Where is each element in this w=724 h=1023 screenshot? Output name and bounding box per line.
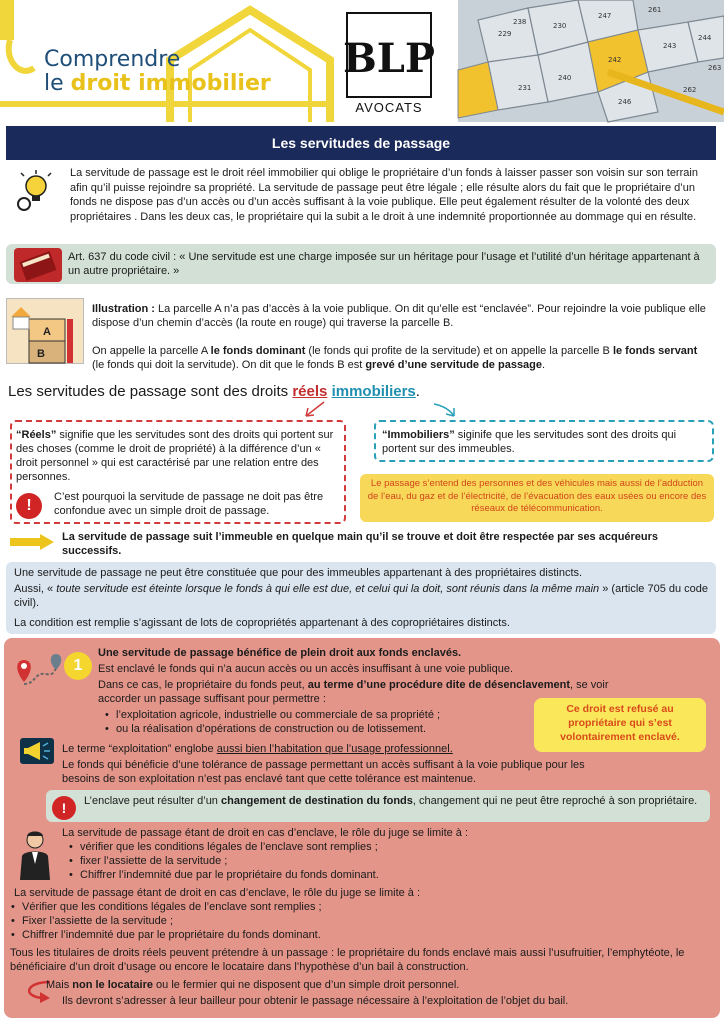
header xyxy=(0,0,724,122)
route-pin-icon xyxy=(12,652,68,692)
list-item: • Vérifier que les conditions légales de l’enclave sont remplies ; xyxy=(8,900,608,914)
map-parcel-label: 229 xyxy=(498,30,512,38)
article-text: Art. 637 du code civil : « Une servitude est une charge imposée sur un héritage pour l’usage et l’utilité d’un héritage appartenant à un autre propriétaire. » xyxy=(68,251,700,277)
logo-monogram xyxy=(342,12,436,98)
exploitation-note: Le terme “exploitation” englobe aussi bien l’habitation que l’usage professionnel. xyxy=(62,743,453,755)
intro-paragraph: La servitude de passage est le droit réel immobilier qui oblige le propriétaire d’un fonds à laisser passer son voisin sur son terrain afin qu’il puisse rejoindre sa propriété. La servitude de passage peut être légale ; elle résulte alors du fait que le propriétaire d’un fonds ne dispose pas d’un accès ou d’un accès suffisant à la voie publique. Elle peut également résulter de la volonté des deux propriétaires . Dans les deux cas, le propriétaire qui la subit a le droit à une indemnité proportionnée au dommage qui en résulte. xyxy=(70,167,698,223)
blp-logo-icon xyxy=(342,14,436,96)
map-parcel-label: 231 xyxy=(518,84,532,92)
distinct-owners-p1: Une servitude de passage ne peut être constituée que pour des immeubles appartenant à des propriétaires distincts. xyxy=(14,567,583,579)
map-parcel-label: 244 xyxy=(698,34,712,42)
tolerance-paragraph: Le fonds qui bénéficie d’une tolérance de passage permettant un accès suffisant à la voie publique pour les besoins de son exploitation n’est pas enclavé tant que cette tolérance est maintenue. xyxy=(62,759,585,785)
title-highlight: droit immobilier xyxy=(70,71,271,96)
self-enclave-note: Ce droit est refusé au propriétaire qui s’est volontairement enclavé. xyxy=(534,698,706,752)
list-item: • ou la réalisation d’opérations de construction ou de lotissement. xyxy=(102,722,522,736)
illustration-text-2: On appelle la parcelle A le fonds dominant (le fonds qui profite de la servitude) et on appelle la parcelle B le fonds servant (le fonds qui doit la servitude). On dit que le fonds B est grevé d’une servitude de passage. xyxy=(92,345,698,371)
map-parcel-label: 261 xyxy=(648,6,662,14)
destination-change-text: L’enclave peut résulter d’un changement de destination du fonds, changement qui ne peut être reproché à son propriétaire. xyxy=(84,795,698,807)
disenclave-procedure: Dans ce cas, le propriétaire du fonds peut, au terme d’une procédure dite de désenclavement, se voir accorder un passage suffisant pour permettre : xyxy=(98,679,609,705)
judge-role-list-2 xyxy=(8,900,608,942)
rights-holders-paragraph: Tous les titulaires de droits réels peuvent prétendre à un passage : le propriétaire du fonds enclavé mais aussi l’usufruitier, l’emphytéote, le bénéficiaire d’un droit d’usage ou encore le locataire dans l’hypothèse d’un bail à construction. xyxy=(10,947,685,973)
list-item: • Chiffrer l’indemnité due par le propriétaire du fonds dominant. xyxy=(8,928,608,942)
code-book-icon xyxy=(14,248,62,282)
follow-statement: La servitude de passage suit l’immeuble en quelque main qu’il se trouve et doit être respectée par ses acquéreurs successifs. xyxy=(62,531,659,557)
map-parcel-label: 240 xyxy=(558,74,572,82)
illustration-text-1: Illustration : La parcelle A n’a pas d’accès à la voie publique. On dit qu’elle est “enclavée”. Pour rejoindre la voie publique elle dispose d’un chemin d’accès (la route en rouge) qui traverse la parcelle B. xyxy=(92,303,706,329)
list-item: • Fixer l’assiette de la servitude ; xyxy=(8,914,608,928)
parcels-illustration xyxy=(6,298,84,364)
list-item: • Chiffrer l’indemnité due par le propriétaire du fonds dominant. xyxy=(66,868,586,882)
map-parcel-label: 247 xyxy=(598,12,612,20)
map-parcel-label: 230 xyxy=(553,22,567,30)
tenant-exception: Mais non le locataire ou le fermier qui ne disposent que d’un simple droit personnel. xyxy=(46,979,460,991)
reel-warning-text: C’est pourquoi la servitude de passage ne doit pas être confondue avec un simple droit de passage. xyxy=(54,491,324,517)
title-prefix: le xyxy=(44,71,64,96)
map-drawing xyxy=(458,0,724,122)
svg-text:A: A xyxy=(43,326,51,338)
judge-role-intro: La servitude de passage étant de droit en cas d’enclave, le rôle du juge se limite à : xyxy=(62,827,469,839)
distinct-owners-p3: La condition est remplie s’agissant de lots de copropriétés appartenant à des copropriétaires distincts. xyxy=(14,617,510,629)
permitted-uses-list xyxy=(102,708,522,736)
enclave-definition: Est enclavé le fonds qui n’a aucun accès ou un accès insuffisant à une voie publique. xyxy=(98,663,514,675)
list-item: • fixer l’assiette de la servitude ; xyxy=(66,854,586,868)
distinct-owners-text xyxy=(14,566,712,636)
svg-text:B: B xyxy=(37,348,45,360)
list-item: • l’exploitation agricole, industrielle ou commerciale de sa propriété ; xyxy=(102,708,522,722)
map-parcel-label: 238 xyxy=(513,18,527,26)
warning-icon: ! xyxy=(16,493,42,519)
yellow-arrow-icon xyxy=(10,534,54,550)
step-number-badge: 1 xyxy=(64,652,92,680)
pointer-arrows xyxy=(300,400,470,422)
enclave-heading: Une servitude de passage bénéfice de plein droit aux fonds enclavés. xyxy=(98,647,462,659)
judge-role-intro-2: La servitude de passage étant de droit en cas d’enclave, le rôle du juge se limite à : xyxy=(14,887,421,899)
judge-icon xyxy=(16,828,54,880)
warning-icon: ! xyxy=(52,796,76,820)
passage-scope-note: Le passage s’entend des personnes et des véhicules mais aussi de l’adduction de l’eau, du gaz et de l’électricité, de l’évacuation des eaux usées ou encore des réseaux de télécommunication. xyxy=(360,474,714,522)
logo-text: AVOCATS xyxy=(355,100,423,115)
section-banner: Les servitudes de passage xyxy=(6,126,716,160)
megaphone-icon xyxy=(20,738,54,764)
cadastral-map-image xyxy=(458,0,724,122)
rights-subheading: Les servitudes de passage sont des droits réels immobiliers. xyxy=(8,383,420,400)
immobilier-definition-text: “Immobiliers” siginife que les servitudes sont des droits qui portent sur des immeubles. xyxy=(382,429,677,455)
map-parcel-label: 262 xyxy=(683,86,697,94)
svg-text:BLP: BLP xyxy=(342,35,436,82)
judge-role-list xyxy=(66,840,586,882)
lightbulb-gear-icon xyxy=(14,170,54,214)
map-parcel-label: 246 xyxy=(618,98,632,106)
landlord-recourse: Ils devront s’adresser à leur bailleur pour obtenir le passage nécessaire à l’exploitation de l’objet du bail. xyxy=(62,995,569,1007)
title-line-1: Comprendre xyxy=(44,47,181,72)
map-parcel-label: 243 xyxy=(663,42,677,50)
title-line-2 xyxy=(44,70,271,99)
map-parcel-label: 242 xyxy=(608,56,622,64)
distinct-owners-p2: Aussi, « toute servitude est éteinte lorsque le fonds à qui elle est due, et celui qui la doit, sont réunis dans la même main » (article 705 du code civil). xyxy=(14,583,709,609)
reel-definition-text: “Réels” signifie que les servitudes sont des droits qui portent sur des choses (comme le droit de propriété) à la différence d’un « droit personnel » qui est caractérisé par une relation entre des personnes. xyxy=(16,429,334,483)
map-parcel-label: 263 xyxy=(708,64,722,72)
list-item: • vérifier que les conditions légales de l’enclave sont remplies ; xyxy=(66,840,586,854)
